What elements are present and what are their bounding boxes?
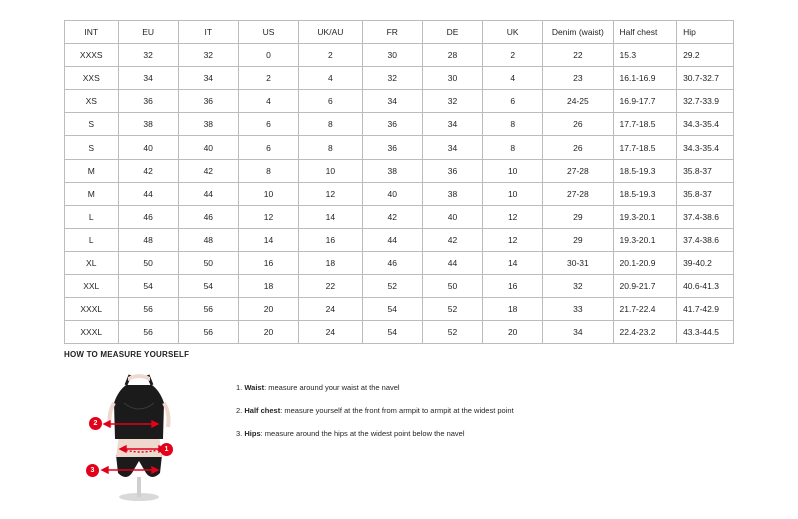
measure-note-half-chest [236, 406, 514, 416]
column-header-denim-waist: Denim (waist) [543, 21, 613, 44]
cell-hip: 37.4-38.6 [677, 228, 734, 251]
cell-eu: 42 [118, 159, 178, 182]
cell-eu: 46 [118, 205, 178, 228]
table-row [65, 182, 734, 205]
note-text: : measure around the hips at the widest point below the navel [260, 429, 465, 439]
table-row [65, 90, 734, 113]
cell-eu: 34 [118, 67, 178, 90]
cell-ukau: 24 [299, 321, 363, 344]
note-number: 1. [236, 383, 243, 392]
table-row [65, 298, 734, 321]
cell-int: XXXL [65, 321, 119, 344]
cell-us: 18 [238, 275, 298, 298]
cell-int: XXXL [65, 298, 119, 321]
cell-int: L [65, 228, 119, 251]
cell-ukau: 14 [299, 205, 363, 228]
cell-denim: 33 [543, 298, 613, 321]
cell-de: 38 [422, 182, 482, 205]
cell-int: XL [65, 251, 119, 274]
cell-de: 44 [422, 251, 482, 274]
cell-fr: 38 [362, 159, 422, 182]
cell-ukau: 2 [299, 44, 363, 67]
cell-fr: 36 [362, 113, 422, 136]
cell-uk: 2 [483, 44, 543, 67]
cell-hip: 34.3-35.4 [677, 136, 734, 159]
cell-fr: 40 [362, 182, 422, 205]
cell-ukau: 6 [299, 90, 363, 113]
cell-denim: 26 [543, 113, 613, 136]
cell-ukau: 24 [299, 298, 363, 321]
cell-int: M [65, 159, 119, 182]
cell-half-chest: 19.3-20.1 [613, 205, 677, 228]
cell-de: 28 [422, 44, 482, 67]
table-row [65, 159, 734, 182]
cell-fr: 54 [362, 321, 422, 344]
cell-ukau: 18 [299, 251, 363, 274]
note-term: Hips [244, 429, 261, 439]
cell-ukau: 16 [299, 228, 363, 251]
column-header-eu: EU [118, 21, 178, 44]
cell-it: 56 [178, 298, 238, 321]
cell-hip: 29.2 [677, 44, 734, 67]
cell-fr: 36 [362, 136, 422, 159]
cell-de: 52 [422, 298, 482, 321]
cell-us: 20 [238, 298, 298, 321]
cell-half-chest: 18.5-19.3 [613, 159, 677, 182]
cell-us: 8 [238, 159, 298, 182]
size-conversion-table [64, 20, 734, 344]
table-row [65, 321, 734, 344]
cell-eu: 40 [118, 136, 178, 159]
cell-denim: 27-28 [543, 182, 613, 205]
cell-denim: 23 [543, 67, 613, 90]
cell-it: 38 [178, 113, 238, 136]
cell-de: 50 [422, 275, 482, 298]
cell-fr: 30 [362, 44, 422, 67]
cell-denim: 34 [543, 321, 613, 344]
cell-de: 34 [422, 136, 482, 159]
cell-half-chest: 17.7-18.5 [613, 136, 677, 159]
note-text: : measure yourself at the front from armpit to armpit at the widest point [280, 406, 514, 416]
marker-2: 2 [89, 417, 102, 430]
cell-it: 40 [178, 136, 238, 159]
cell-uk: 4 [483, 67, 543, 90]
note-text: : measure around your waist at the navel [264, 383, 400, 392]
cell-fr: 52 [362, 275, 422, 298]
cell-eu: 38 [118, 113, 178, 136]
cell-ukau: 12 [299, 182, 363, 205]
cell-de: 30 [422, 67, 482, 90]
how-to-measure-section [64, 350, 734, 504]
measure-notes [236, 369, 514, 452]
cell-fr: 54 [362, 298, 422, 321]
cell-fr: 42 [362, 205, 422, 228]
cell-de: 32 [422, 90, 482, 113]
note-number: 3. [236, 429, 243, 439]
cell-uk: 10 [483, 182, 543, 205]
table-row [65, 113, 734, 136]
cell-denim: 30-31 [543, 251, 613, 274]
marker-3: 3 [86, 464, 99, 477]
cell-eu: 56 [118, 298, 178, 321]
cell-us: 12 [238, 205, 298, 228]
cell-it: 54 [178, 275, 238, 298]
cell-eu: 56 [118, 321, 178, 344]
cell-de: 40 [422, 205, 482, 228]
cell-denim: 32 [543, 275, 613, 298]
cell-half-chest: 16.1-16.9 [613, 67, 677, 90]
cell-it: 44 [178, 182, 238, 205]
cell-uk: 18 [483, 298, 543, 321]
column-header-it: IT [178, 21, 238, 44]
cell-half-chest: 18.5-19.3 [613, 182, 677, 205]
cell-denim: 26 [543, 136, 613, 159]
cell-int: M [65, 182, 119, 205]
cell-us: 6 [238, 113, 298, 136]
cell-int: L [65, 205, 119, 228]
cell-denim: 22 [543, 44, 613, 67]
marker-1: 1 [160, 443, 173, 456]
table-row [65, 275, 734, 298]
cell-half-chest: 21.7-22.4 [613, 298, 677, 321]
cell-uk: 20 [483, 321, 543, 344]
cell-uk: 14 [483, 251, 543, 274]
column-header-de: DE [422, 21, 482, 44]
table-row [65, 136, 734, 159]
cell-de: 34 [422, 113, 482, 136]
cell-half-chest: 20.9-21.7 [613, 275, 677, 298]
note-number: 2. [236, 406, 243, 416]
cell-half-chest: 16.9-17.7 [613, 90, 677, 113]
cell-denim: 29 [543, 228, 613, 251]
cell-de: 36 [422, 159, 482, 182]
table-row [65, 205, 734, 228]
cell-eu: 50 [118, 251, 178, 274]
cell-it: 50 [178, 251, 238, 274]
measure-note-waist [236, 383, 514, 393]
cell-us: 20 [238, 321, 298, 344]
mannequin-illustration [64, 369, 214, 504]
cell-de: 42 [422, 228, 482, 251]
table-row [65, 228, 734, 251]
cell-ukau: 8 [299, 113, 363, 136]
cell-half-chest: 19.3-20.1 [613, 228, 677, 251]
cell-hip: 32.7-33.9 [677, 90, 734, 113]
table-row [65, 251, 734, 274]
cell-us: 2 [238, 67, 298, 90]
cell-denim: 27-28 [543, 159, 613, 182]
cell-fr: 34 [362, 90, 422, 113]
cell-eu: 32 [118, 44, 178, 67]
column-header-hip: Hip [677, 21, 734, 44]
cell-int: XS [65, 90, 119, 113]
cell-int: S [65, 136, 119, 159]
cell-hip: 37.4-38.6 [677, 205, 734, 228]
cell-it: 36 [178, 90, 238, 113]
cell-half-chest: 22.4-23.2 [613, 321, 677, 344]
table-row [65, 67, 734, 90]
cell-denim: 29 [543, 205, 613, 228]
cell-uk: 8 [483, 113, 543, 136]
cell-uk: 10 [483, 159, 543, 182]
cell-hip: 39-40.2 [677, 251, 734, 274]
table-header-row [65, 21, 734, 44]
table-row [65, 44, 734, 67]
measure-note-hips [236, 429, 514, 439]
cell-int: XXS [65, 67, 119, 90]
cell-eu: 36 [118, 90, 178, 113]
cell-fr: 44 [362, 228, 422, 251]
note-term: Waist [244, 383, 265, 392]
cell-us: 10 [238, 182, 298, 205]
cell-fr: 46 [362, 251, 422, 274]
cell-it: 32 [178, 44, 238, 67]
column-header-us: US [238, 21, 298, 44]
cell-half-chest: 20.1-20.9 [613, 251, 677, 274]
cell-hip: 30.7-32.7 [677, 67, 734, 90]
cell-eu: 54 [118, 275, 178, 298]
section-title: HOW TO MEASURE YOURSELF [64, 350, 190, 359]
cell-denim: 24-25 [543, 90, 613, 113]
mannequin-figure-icon [64, 369, 214, 504]
cell-it: 34 [178, 67, 238, 90]
column-header-uk: UK [483, 21, 543, 44]
cell-fr: 32 [362, 67, 422, 90]
cell-us: 6 [238, 136, 298, 159]
measure-content [64, 369, 734, 504]
cell-us: 0 [238, 44, 298, 67]
cell-us: 14 [238, 228, 298, 251]
cell-uk: 8 [483, 136, 543, 159]
column-header-ukau: UK/AU [299, 21, 363, 44]
note-term: Half chest [244, 406, 281, 416]
cell-it: 46 [178, 205, 238, 228]
column-header-fr: FR [362, 21, 422, 44]
cell-ukau: 4 [299, 67, 363, 90]
column-header-int: INT [65, 21, 119, 44]
cell-half-chest: 17.7-18.5 [613, 113, 677, 136]
cell-int: S [65, 113, 119, 136]
cell-uk: 6 [483, 90, 543, 113]
cell-ukau: 22 [299, 275, 363, 298]
cell-hip: 35.8-37 [677, 159, 734, 182]
cell-ukau: 8 [299, 136, 363, 159]
cell-eu: 44 [118, 182, 178, 205]
cell-it: 48 [178, 228, 238, 251]
cell-us: 16 [238, 251, 298, 274]
cell-hip: 35.8-37 [677, 182, 734, 205]
cell-hip: 34.3-35.4 [677, 113, 734, 136]
cell-uk: 12 [483, 228, 543, 251]
cell-uk: 12 [483, 205, 543, 228]
cell-eu: 48 [118, 228, 178, 251]
cell-hip: 41.7-42.9 [677, 298, 734, 321]
cell-hip: 40.6-41.3 [677, 275, 734, 298]
cell-ukau: 10 [299, 159, 363, 182]
column-header-half-chest: Half chest [613, 21, 677, 44]
size-table-container [64, 20, 734, 344]
cell-us: 4 [238, 90, 298, 113]
cell-half-chest: 15.3 [613, 44, 677, 67]
cell-de: 52 [422, 321, 482, 344]
cell-int: XXL [65, 275, 119, 298]
cell-int: XXXS [65, 44, 119, 67]
cell-hip: 43.3-44.5 [677, 321, 734, 344]
cell-it: 42 [178, 159, 238, 182]
cell-it: 56 [178, 321, 238, 344]
cell-uk: 16 [483, 275, 543, 298]
